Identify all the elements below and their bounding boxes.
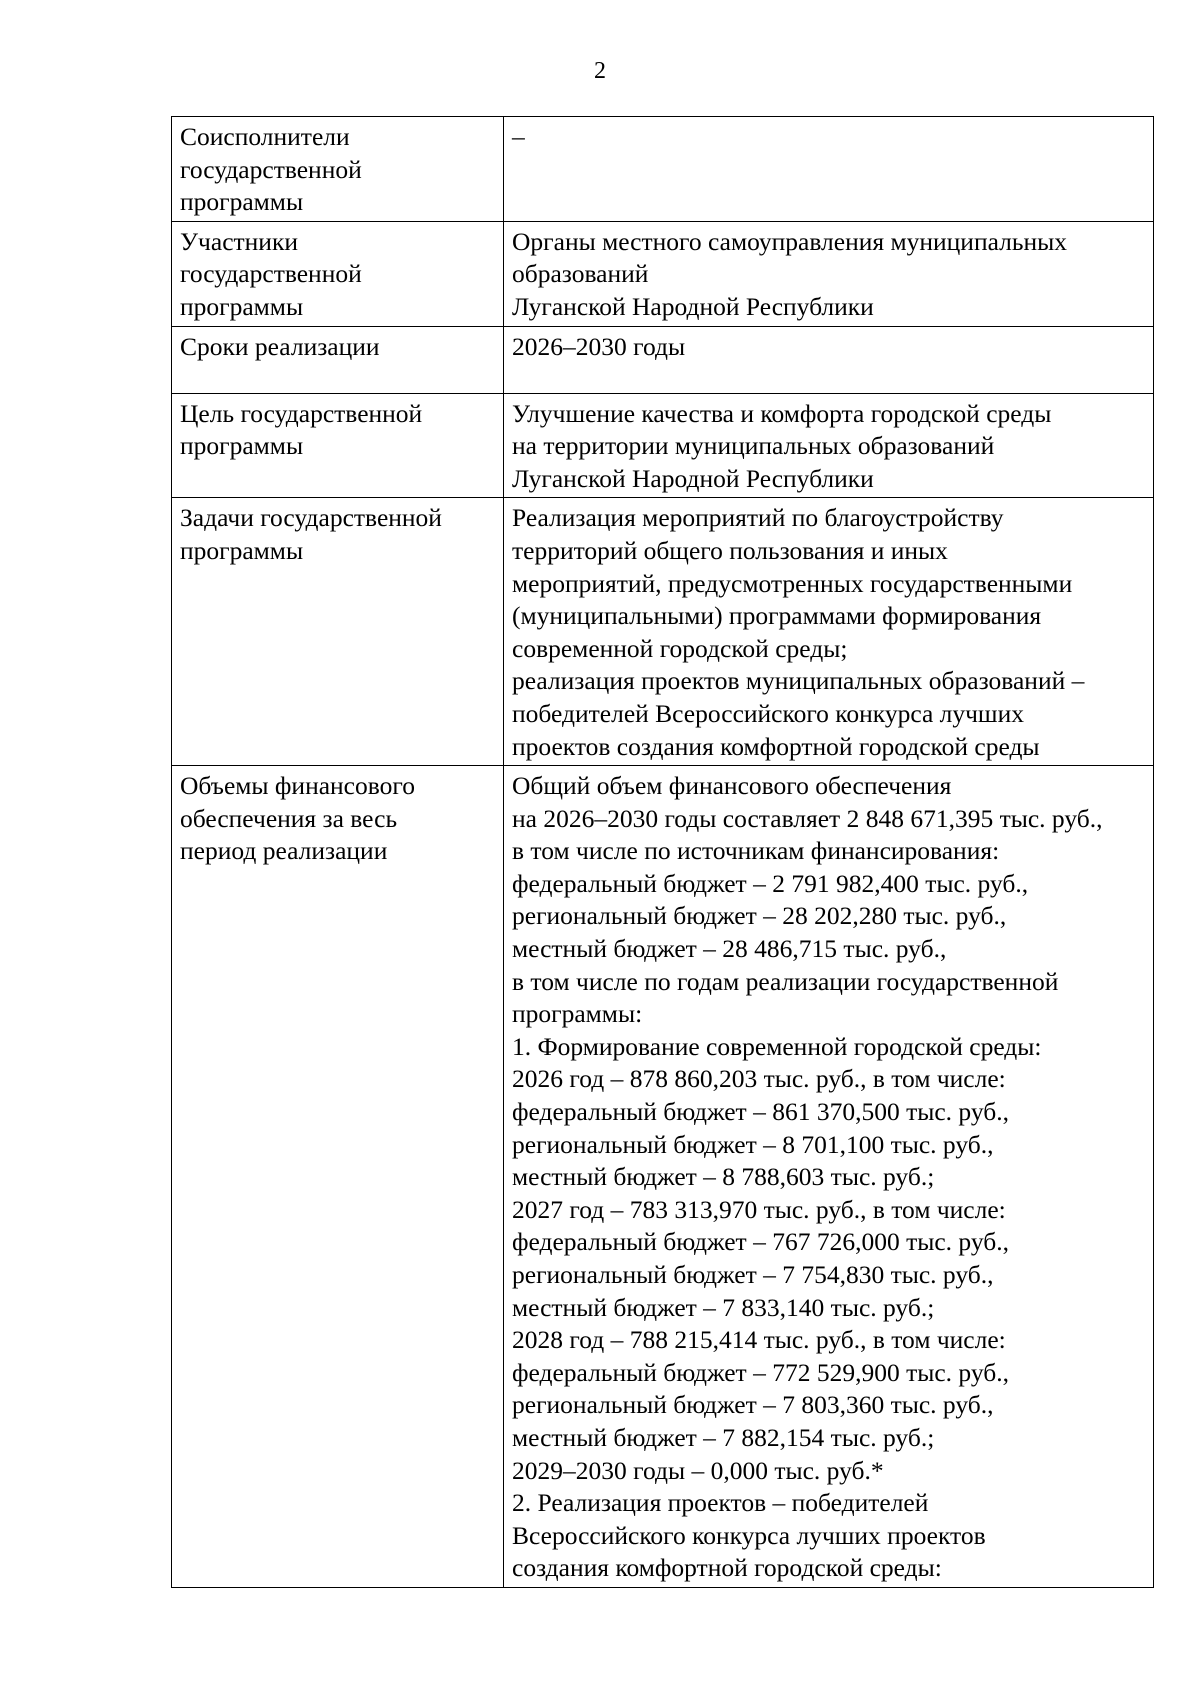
value-line: образований [512,259,649,289]
value-line: Органы местного самоуправления муниципальных [512,226,1068,256]
value-line: на территории муниципальных образований [512,431,995,461]
value-line: – [512,122,525,151]
value-line: 2028 год – 788 215,414 тыс. руб., в том числе: [512,1325,1006,1355]
value-line: современной городской среды; [512,633,848,663]
row-value-goal [504,393,1154,498]
table-row [172,498,1154,766]
label-line: программы [180,291,304,321]
row-label-funding [172,766,504,1588]
row-value-terms [504,326,1154,393]
value-line: программы: [512,999,643,1029]
label-line: программы [180,535,304,565]
value-line: федеральный бюджет – 2 791 982,400 тыс. руб., [512,868,1029,898]
value-line: Всероссийского конкурса лучших проектов [512,1520,986,1550]
table-row [172,117,1154,222]
value-line: Луганской Народной Республики [512,291,874,321]
value-line: проектов создания комфортной городской среды [512,731,1040,761]
value-line: местный бюджет – 7 833,140 тыс. руб.; [512,1292,935,1322]
value-line: местный бюджет – 8 788,603 тыс. руб.; [512,1162,935,1192]
value-line: местный бюджет – 7 882,154 тыс. руб.; [512,1422,935,1452]
label-line: Участники [180,226,298,256]
label-line: Задачи государственной [180,503,442,533]
value-line: Общий объем финансового обеспечения [512,771,952,801]
label-line: Цель государственной [180,398,423,428]
row-value-funding [504,766,1154,1588]
row-label-co-executors [172,117,504,222]
value-line: 2029–2030 годы – 0,000 тыс. руб.* [512,1455,884,1485]
value-line: федеральный бюджет – 861 370,500 тыс. руб., [512,1097,1009,1127]
value-line: 2027 год – 783 313,970 тыс. руб., в том числе: [512,1194,1006,1224]
label-line: Объемы финансового [180,771,415,801]
value-line: 2026 год – 878 860,203 тыс. руб., в том числе: [512,1064,1006,1094]
row-label-tasks [172,498,504,766]
label-line: обеспечения за весь [180,803,398,833]
label-line: государственной [180,154,362,184]
value-line: в том числе по источникам финансирования: [512,836,1000,866]
value-line: Реализация мероприятий по благоустройству [512,503,1004,533]
value-line: 2026–2030 годы [512,331,686,361]
value-line: федеральный бюджет – 772 529,900 тыс. руб., [512,1357,1009,1387]
label-line: программы [180,431,304,461]
row-value-participants [504,221,1154,326]
value-line: мероприятий, предусмотренных государственными [512,568,1073,598]
value-line: Улучшение качества и комфорта городской среды [512,398,1052,428]
value-line: 1. Формирование современной городской среды: [512,1031,1042,1061]
table-row [172,326,1154,393]
value-line: Луганской Народной Республики [512,463,874,493]
value-line: победителей Всероссийского конкурса лучших [512,698,1024,728]
table-row [172,221,1154,326]
page-number: 2 [594,58,606,84]
value-line: региональный бюджет – 7 803,360 тыс. руб., [512,1390,994,1420]
value-line: создания комфортной городской среды: [512,1553,942,1583]
row-value-tasks [504,498,1154,766]
value-line: в том числе по годам реализации государственной [512,966,1059,996]
value-line: территорий общего пользования и иных [512,535,948,565]
value-line: региональный бюджет – 8 701,100 тыс. руб., [512,1129,994,1159]
row-label-participants [172,221,504,326]
row-label-terms [172,326,504,393]
label-line: государственной [180,259,362,289]
value-line: местный бюджет – 28 486,715 тыс. руб., [512,934,947,964]
value-line: федеральный бюджет – 767 726,000 тыс. руб., [512,1227,1009,1257]
value-line: на 2026–2030 годы составляет 2 848 671,395 тыс. руб., [512,803,1103,833]
value-line: региональный бюджет – 28 202,280 тыс. руб., [512,901,1007,931]
value-line: 2. Реализация проектов – победителей [512,1488,929,1518]
program-passport-table [171,116,1154,1588]
value-line: реализация проектов муниципальных образований – [512,666,1085,696]
table-row [172,766,1154,1588]
label-line: программы [180,187,304,217]
value-line: (муниципальными) программами формирования [512,601,1042,631]
label-line: период реализации [180,836,388,866]
label-line: Соисполнители [180,122,350,151]
row-label-goal [172,393,504,498]
label-line: Сроки реализации [180,331,380,361]
row-value-co-executors [504,117,1154,222]
table-row [172,393,1154,498]
value-line: региональный бюджет – 7 754,830 тыс. руб., [512,1260,994,1289]
